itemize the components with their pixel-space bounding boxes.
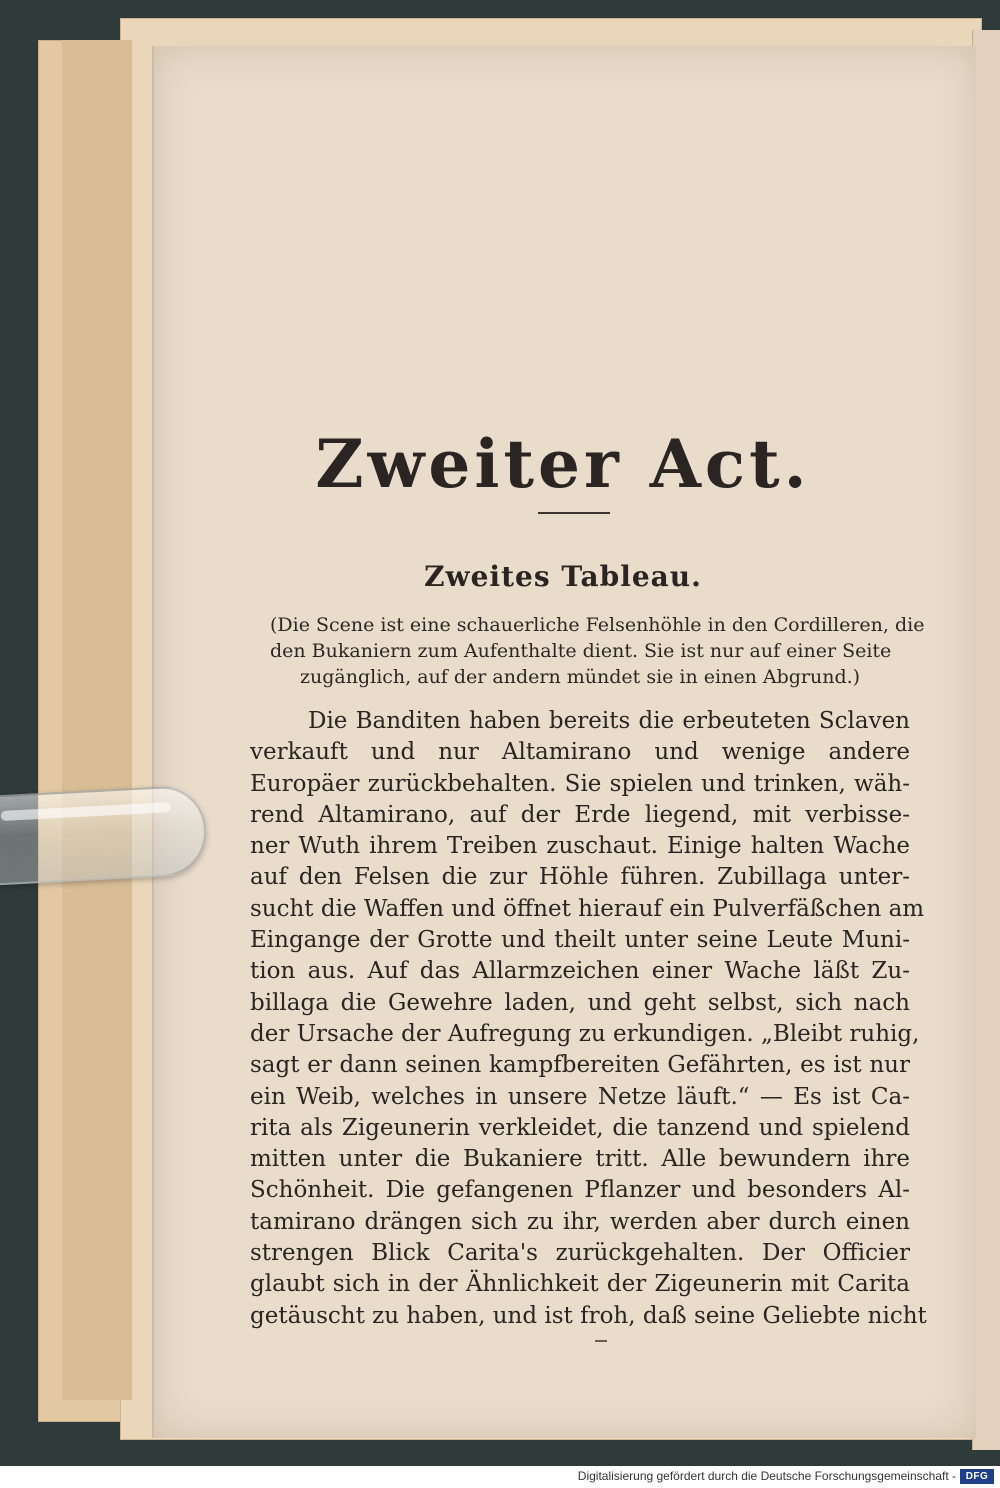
- scene-line: den Bukaniern zum Aufenthalte dient. Sie ist nur auf einer Seite: [270, 640, 892, 662]
- page-mark: [595, 1340, 607, 1342]
- body-line: glaubt sich in der Ähnlichkeit der Zigeunerin mit Carita: [250, 1271, 910, 1298]
- glass-clip: [0, 784, 208, 885]
- body-line: Europäer zurückbehalten. Sie spielen und trinken, wäh-: [250, 770, 910, 797]
- body-line: tamirano drängen sich zu ihr, werden aber durch einen: [250, 1208, 910, 1235]
- scene-line: zugänglich, auf der andern mündet sie in einen Abgrund.): [300, 666, 861, 688]
- tableau-heading: Zweites Tableau.: [424, 560, 702, 593]
- body-line: rita als Zigeunerin verkleidet, die tanzend und spielend: [250, 1114, 910, 1141]
- act-heading: Zweiter Act.: [315, 425, 811, 503]
- body-line: Eingange der Grotte und theilt unter seine Leute Muni-: [250, 927, 910, 954]
- funding-credit: Digitalisierung gefördert durch die Deutsche Forschungsgemeinschaft -: [577, 1469, 956, 1483]
- body-line: Die Banditen haben bereits die erbeuteten Sclaven: [308, 708, 910, 734]
- body-line: billaga die Gewehre laden, und geht selbst, sich nach: [250, 989, 910, 1016]
- dfg-logo: DFG: [960, 1469, 994, 1484]
- paper-edge-left-strip: [62, 40, 132, 1400]
- body-line: sagt er dann seinen kampfbereiten Gefährten, es ist nur: [250, 1052, 910, 1079]
- heading-rule: [538, 512, 610, 514]
- body-line: mitten unter die Bukaniere tritt. Alle bewundern ihre: [250, 1146, 910, 1173]
- body-line: ein Weib, welches in unsere Netze läuft.“ — Es ist Ca-: [250, 1083, 910, 1110]
- body-line: auf den Felsen die zur Höhle führen. Zubillaga unter-: [250, 864, 910, 891]
- body-paragraph: [250, 706, 927, 1332]
- body-line: tion aus. Auf das Allarmzeichen einer Wache läßt Zu-: [250, 958, 910, 985]
- body-line: ner Wuth ihrem Treiben zuschaut. Einige halten Wache: [250, 833, 910, 860]
- body-line: Schönheit. Die gefangenen Pflanzer und besonders Al-: [250, 1177, 910, 1204]
- footer-bar: [0, 1466, 1000, 1488]
- body-line: strengen Blick Carita's zurückgehalten. Der Officier: [250, 1240, 910, 1267]
- body-line: rend Altamirano, auf der Erde liegend, mit verbisse-: [250, 801, 910, 828]
- body-line: getäuscht zu haben, und ist froh, daß seine Geliebte nicht: [250, 1302, 927, 1329]
- paper-edge-right-strip: [972, 30, 1000, 1450]
- scene-line: (Die Scene ist eine schauerliche Felsenhöhle in den Cordilleren, die: [270, 614, 925, 636]
- scene-description: [270, 612, 925, 690]
- body-line: der Ursache der Aufregung zu erkundigen. „Bleibt ruhig,: [250, 1020, 920, 1047]
- body-line: verkauft und nur Altamirano und wenige andere: [250, 739, 910, 766]
- body-line: sucht die Waffen und öffnet hierauf ein Pulverfäßchen am: [250, 895, 925, 922]
